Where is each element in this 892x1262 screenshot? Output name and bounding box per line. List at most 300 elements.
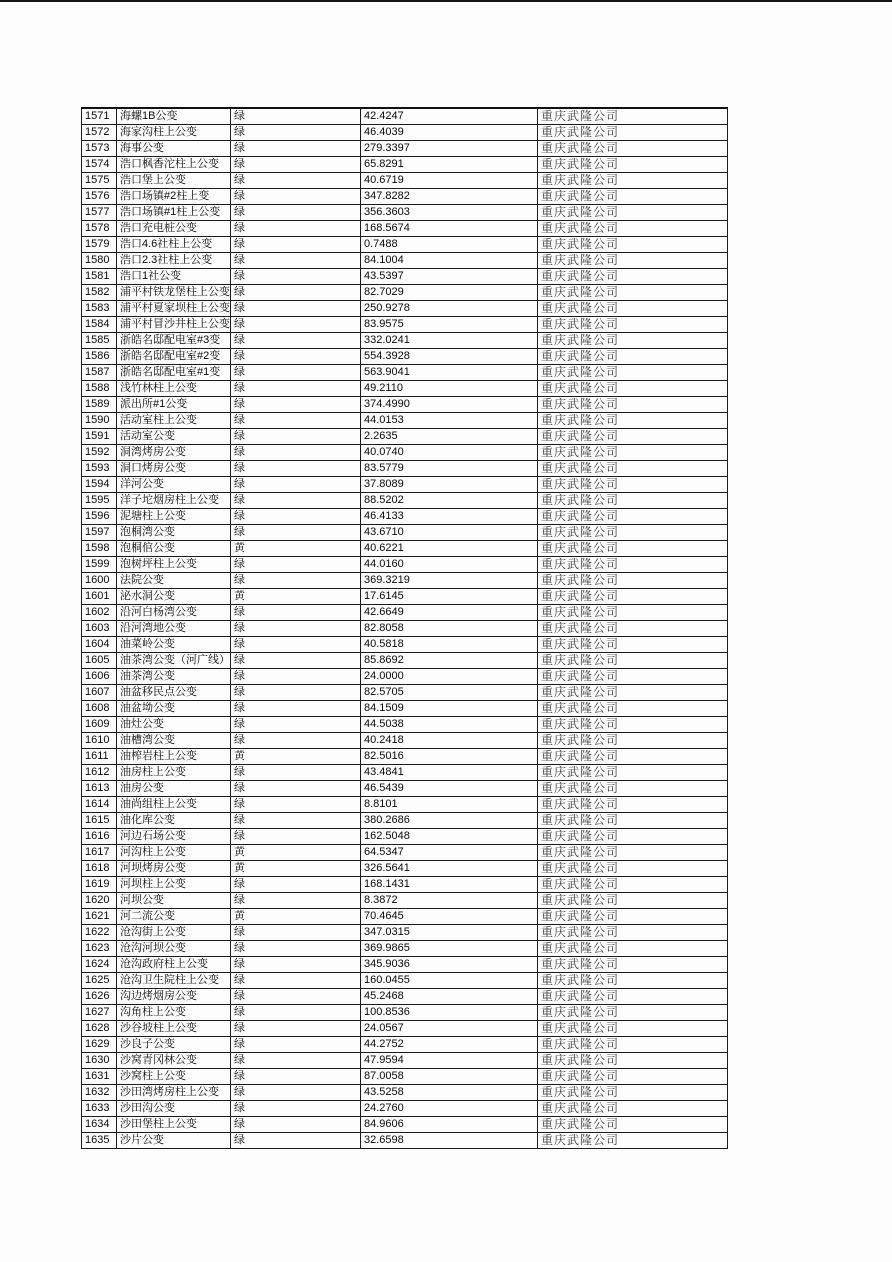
status-cell: 绿 [231, 477, 361, 493]
row-number-cell: 1613 [82, 781, 117, 797]
table-row [82, 669, 728, 685]
status-cell: 绿 [231, 989, 361, 1005]
status-cell: 绿 [231, 253, 361, 269]
company-cell: 重庆武隆公司 [538, 637, 728, 653]
name-cell: 河边石场公变 [117, 829, 231, 845]
company-cell: 重庆武隆公司 [538, 397, 728, 413]
value-cell: 40.0740 [361, 445, 538, 461]
status-cell: 绿 [231, 957, 361, 973]
value-cell: 554.3928 [361, 349, 538, 365]
value-cell: 88.5202 [361, 493, 538, 509]
name-cell: 活动室公变 [117, 429, 231, 445]
value-cell: 380.2686 [361, 813, 538, 829]
company-cell: 重庆武隆公司 [538, 381, 728, 397]
table-row [82, 1021, 728, 1037]
row-number-cell: 1573 [82, 141, 117, 157]
status-cell: 绿 [231, 941, 361, 957]
company-cell: 重庆武隆公司 [538, 317, 728, 333]
name-cell: 海螺1B公变 [117, 108, 231, 125]
row-number-cell: 1590 [82, 413, 117, 429]
status-cell: 绿 [231, 717, 361, 733]
value-cell: 44.0153 [361, 413, 538, 429]
name-cell: 河二流公变 [117, 909, 231, 925]
row-number-cell: 1592 [82, 445, 117, 461]
name-cell: 浙皓名邸配电室#3变 [117, 333, 231, 349]
name-cell: 沙田湾烤房柱上公变 [117, 1085, 231, 1101]
value-cell: 326.5641 [361, 861, 538, 877]
row-number-cell: 1600 [82, 573, 117, 589]
value-cell: 8.8101 [361, 797, 538, 813]
table-row [82, 797, 728, 813]
value-cell: 84.1004 [361, 253, 538, 269]
status-cell: 绿 [231, 893, 361, 909]
company-cell: 重庆武隆公司 [538, 765, 728, 781]
table-row [82, 108, 728, 125]
company-cell: 重庆武隆公司 [538, 301, 728, 317]
name-cell: 沟边烤烟房公变 [117, 989, 231, 1005]
company-cell: 重庆武隆公司 [538, 108, 728, 125]
row-number-cell: 1615 [82, 813, 117, 829]
company-cell: 重庆武隆公司 [538, 653, 728, 669]
value-cell: 347.0315 [361, 925, 538, 941]
name-cell: 浩口充电桩公变 [117, 221, 231, 237]
status-cell: 绿 [231, 1133, 361, 1149]
name-cell: 沟角柱上公变 [117, 1005, 231, 1021]
value-cell: 44.5038 [361, 717, 538, 733]
value-cell: 250.9278 [361, 301, 538, 317]
table-row [82, 557, 728, 573]
name-cell: 浩口堡上公变 [117, 173, 231, 189]
row-number-cell: 1577 [82, 205, 117, 221]
status-cell: 绿 [231, 1117, 361, 1133]
table-row [82, 429, 728, 445]
row-number-cell: 1601 [82, 589, 117, 605]
status-cell: 绿 [231, 125, 361, 141]
company-cell: 重庆武隆公司 [538, 1069, 728, 1085]
table-row [82, 301, 728, 317]
value-cell: 82.5705 [361, 685, 538, 701]
name-cell: 浦平村铁龙堡柱上公变 [117, 285, 231, 301]
transformer-table-body [82, 108, 728, 1149]
status-cell: 绿 [231, 797, 361, 813]
name-cell: 沙窝柱上公变 [117, 1069, 231, 1085]
value-cell: 65.8291 [361, 157, 538, 173]
row-number-cell: 1584 [82, 317, 117, 333]
name-cell: 沙良子公变 [117, 1037, 231, 1053]
table-row [82, 941, 728, 957]
value-cell: 42.6649 [361, 605, 538, 621]
row-number-cell: 1606 [82, 669, 117, 685]
company-cell: 重庆武隆公司 [538, 925, 728, 941]
name-cell: 泥塘柱上公变 [117, 509, 231, 525]
row-number-cell: 1609 [82, 717, 117, 733]
value-cell: 40.5818 [361, 637, 538, 653]
name-cell: 泡桐倌公变 [117, 541, 231, 557]
table-row [82, 973, 728, 989]
row-number-cell: 1611 [82, 749, 117, 765]
row-number-cell: 1625 [82, 973, 117, 989]
name-cell: 浙皓名邸配电室#1变 [117, 365, 231, 381]
status-cell: 绿 [231, 333, 361, 349]
status-cell: 绿 [231, 365, 361, 381]
value-cell: 44.0160 [361, 557, 538, 573]
row-number-cell: 1582 [82, 285, 117, 301]
row-number-cell: 1626 [82, 989, 117, 1005]
status-cell: 绿 [231, 1021, 361, 1037]
status-cell: 绿 [231, 733, 361, 749]
value-cell: 17.6145 [361, 589, 538, 605]
status-cell: 绿 [231, 813, 361, 829]
table-row [82, 269, 728, 285]
status-cell: 绿 [231, 653, 361, 669]
company-cell: 重庆武隆公司 [538, 509, 728, 525]
status-cell: 绿 [231, 701, 361, 717]
table-row [82, 237, 728, 253]
name-cell: 洞口烤房公变 [117, 461, 231, 477]
name-cell: 油菜岭公变 [117, 637, 231, 653]
row-number-cell: 1619 [82, 877, 117, 893]
value-cell: 2.2635 [361, 429, 538, 445]
status-cell: 绿 [231, 1053, 361, 1069]
company-cell: 重庆武隆公司 [538, 1021, 728, 1037]
table-row [82, 701, 728, 717]
status-cell: 绿 [231, 221, 361, 237]
name-cell: 法院公变 [117, 573, 231, 589]
status-cell: 绿 [231, 397, 361, 413]
status-cell: 绿 [231, 301, 361, 317]
value-cell: 24.0000 [361, 669, 538, 685]
row-number-cell: 1593 [82, 461, 117, 477]
value-cell: 40.6221 [361, 541, 538, 557]
company-cell: 重庆武隆公司 [538, 125, 728, 141]
row-number-cell: 1621 [82, 909, 117, 925]
company-cell: 重庆武隆公司 [538, 1117, 728, 1133]
table-row [82, 637, 728, 653]
status-cell: 绿 [231, 509, 361, 525]
row-number-cell: 1587 [82, 365, 117, 381]
name-cell: 洋子坨烟房柱上公变 [117, 493, 231, 509]
value-cell: 45.2468 [361, 989, 538, 1005]
status-cell: 黄 [231, 749, 361, 765]
name-cell: 油槽湾公变 [117, 733, 231, 749]
name-cell: 河坝柱上公变 [117, 877, 231, 893]
table-row [82, 445, 728, 461]
company-cell: 重庆武隆公司 [538, 573, 728, 589]
row-number-cell: 1603 [82, 621, 117, 637]
status-cell: 绿 [231, 1085, 361, 1101]
table-row [82, 1069, 728, 1085]
name-cell: 油尚组柱上公变 [117, 797, 231, 813]
value-cell: 43.5397 [361, 269, 538, 285]
name-cell: 浙皓名邸配电室#2变 [117, 349, 231, 365]
name-cell: 浩口4.6社柱上公变 [117, 237, 231, 253]
table-row [82, 461, 728, 477]
name-cell: 河坝烤房公变 [117, 861, 231, 877]
company-cell: 重庆武隆公司 [538, 717, 728, 733]
company-cell: 重庆武隆公司 [538, 141, 728, 157]
row-number-cell: 1617 [82, 845, 117, 861]
name-cell: 洋河公变 [117, 477, 231, 493]
row-number-cell: 1579 [82, 237, 117, 253]
table-row [82, 173, 728, 189]
company-cell: 重庆武隆公司 [538, 1133, 728, 1149]
status-cell: 绿 [231, 205, 361, 221]
name-cell: 浩口场镇#2柱上变 [117, 189, 231, 205]
company-cell: 重庆武隆公司 [538, 781, 728, 797]
name-cell: 油茶湾公变（河广线） [117, 653, 231, 669]
value-cell: 87.0058 [361, 1069, 538, 1085]
row-number-cell: 1632 [82, 1085, 117, 1101]
value-cell: 85.8692 [361, 653, 538, 669]
table-row [82, 253, 728, 269]
status-cell: 绿 [231, 157, 361, 173]
row-number-cell: 1594 [82, 477, 117, 493]
company-cell: 重庆武隆公司 [538, 861, 728, 877]
value-cell: 40.2418 [361, 733, 538, 749]
table-row [82, 605, 728, 621]
value-cell: 0.7488 [361, 237, 538, 253]
company-cell: 重庆武隆公司 [538, 541, 728, 557]
row-number-cell: 1597 [82, 525, 117, 541]
table-row [82, 893, 728, 909]
status-cell: 绿 [231, 461, 361, 477]
name-cell: 海家沟柱上公变 [117, 125, 231, 141]
value-cell: 168.1431 [361, 877, 538, 893]
name-cell: 沙田沟公变 [117, 1101, 231, 1117]
row-number-cell: 1607 [82, 685, 117, 701]
row-number-cell: 1630 [82, 1053, 117, 1069]
company-cell: 重庆武隆公司 [538, 269, 728, 285]
status-cell: 绿 [231, 237, 361, 253]
table-row [82, 1085, 728, 1101]
row-number-cell: 1572 [82, 125, 117, 141]
name-cell: 沿河白杨湾公变 [117, 605, 231, 621]
value-cell: 345.9036 [361, 957, 538, 973]
name-cell: 沙谷坡柱上公变 [117, 1021, 231, 1037]
company-cell: 重庆武隆公司 [538, 1053, 728, 1069]
table-row [82, 957, 728, 973]
company-cell: 重庆武隆公司 [538, 989, 728, 1005]
company-cell: 重庆武隆公司 [538, 189, 728, 205]
name-cell: 泌水洞公变 [117, 589, 231, 605]
row-number-cell: 1602 [82, 605, 117, 621]
name-cell: 河坝公变 [117, 893, 231, 909]
company-cell: 重庆武隆公司 [538, 157, 728, 173]
name-cell: 泡桐湾公变 [117, 525, 231, 541]
name-cell: 油茶湾公变 [117, 669, 231, 685]
table-row [82, 909, 728, 925]
table-row [82, 541, 728, 557]
status-cell: 绿 [231, 877, 361, 893]
value-cell: 37.8089 [361, 477, 538, 493]
company-cell: 重庆武隆公司 [538, 477, 728, 493]
name-cell: 浩口场镇#1柱上公变 [117, 205, 231, 221]
status-cell: 绿 [231, 557, 361, 573]
company-cell: 重庆武隆公司 [538, 685, 728, 701]
row-number-cell: 1616 [82, 829, 117, 845]
table-row [82, 205, 728, 221]
value-cell: 332.0241 [361, 333, 538, 349]
table-row [82, 381, 728, 397]
row-number-cell: 1576 [82, 189, 117, 205]
status-cell: 绿 [231, 269, 361, 285]
table-row [82, 509, 728, 525]
table-row [82, 525, 728, 541]
row-number-cell: 1578 [82, 221, 117, 237]
table-row [82, 653, 728, 669]
name-cell: 浅竹林柱上公变 [117, 381, 231, 397]
name-cell: 油榨岩柱上公变 [117, 749, 231, 765]
company-cell: 重庆武隆公司 [538, 589, 728, 605]
company-cell: 重庆武隆公司 [538, 1005, 728, 1021]
table-row [82, 813, 728, 829]
row-number-cell: 1598 [82, 541, 117, 557]
name-cell: 活动室柱上公变 [117, 413, 231, 429]
company-cell: 重庆武隆公司 [538, 429, 728, 445]
company-cell: 重庆武隆公司 [538, 621, 728, 637]
company-cell: 重庆武隆公司 [538, 605, 728, 621]
company-cell: 重庆武隆公司 [538, 669, 728, 685]
status-cell: 绿 [231, 493, 361, 509]
status-cell: 绿 [231, 637, 361, 653]
status-cell: 绿 [231, 1101, 361, 1117]
value-cell: 43.5258 [361, 1085, 538, 1101]
company-cell: 重庆武隆公司 [538, 909, 728, 925]
table-row [82, 365, 728, 381]
name-cell: 油灶公变 [117, 717, 231, 733]
row-number-cell: 1585 [82, 333, 117, 349]
status-cell: 绿 [231, 413, 361, 429]
table-row [82, 749, 728, 765]
value-cell: 24.2760 [361, 1101, 538, 1117]
table-row [82, 317, 728, 333]
company-cell: 重庆武隆公司 [538, 957, 728, 973]
status-cell: 绿 [231, 669, 361, 685]
name-cell: 油房公变 [117, 781, 231, 797]
table-row [82, 1037, 728, 1053]
value-cell: 168.5674 [361, 221, 538, 237]
row-number-cell: 1610 [82, 733, 117, 749]
value-cell: 49.2110 [361, 381, 538, 397]
table-row [82, 477, 728, 493]
row-number-cell: 1591 [82, 429, 117, 445]
name-cell: 沧沟卫生院柱上公变 [117, 973, 231, 989]
company-cell: 重庆武隆公司 [538, 365, 728, 381]
company-cell: 重庆武隆公司 [538, 845, 728, 861]
status-cell: 绿 [231, 317, 361, 333]
table-row [82, 1133, 728, 1149]
table-row [82, 717, 728, 733]
table-row [82, 333, 728, 349]
value-cell: 84.1509 [361, 701, 538, 717]
value-cell: 369.3219 [361, 573, 538, 589]
company-cell: 重庆武隆公司 [538, 557, 728, 573]
row-number-cell: 1614 [82, 797, 117, 813]
table-row [82, 685, 728, 701]
company-cell: 重庆武隆公司 [538, 941, 728, 957]
status-cell: 黄 [231, 541, 361, 557]
company-cell: 重庆武隆公司 [538, 973, 728, 989]
status-cell: 绿 [231, 445, 361, 461]
company-cell: 重庆武隆公司 [538, 525, 728, 541]
row-number-cell: 1571 [82, 108, 117, 125]
status-cell: 黄 [231, 589, 361, 605]
company-cell: 重庆武隆公司 [538, 1101, 728, 1117]
status-cell: 黄 [231, 845, 361, 861]
name-cell: 浦平村夏家坝柱上公变 [117, 301, 231, 317]
name-cell: 沧沟政府柱上公变 [117, 957, 231, 973]
value-cell: 160.0455 [361, 973, 538, 989]
name-cell: 浩口枫香沱柱上公变 [117, 157, 231, 173]
name-cell: 油化库公变 [117, 813, 231, 829]
name-cell: 洞湾烤房公变 [117, 445, 231, 461]
value-cell: 162.5048 [361, 829, 538, 845]
value-cell: 43.4841 [361, 765, 538, 781]
name-cell: 沙片公变 [117, 1133, 231, 1149]
table-row [82, 413, 728, 429]
company-cell: 重庆武隆公司 [538, 413, 728, 429]
status-cell: 绿 [231, 829, 361, 845]
company-cell: 重庆武隆公司 [538, 749, 728, 765]
row-number-cell: 1635 [82, 1133, 117, 1149]
row-number-cell: 1599 [82, 557, 117, 573]
value-cell: 43.6710 [361, 525, 538, 541]
row-number-cell: 1618 [82, 861, 117, 877]
company-cell: 重庆武隆公司 [538, 877, 728, 893]
table-row [82, 861, 728, 877]
status-cell: 绿 [231, 685, 361, 701]
row-number-cell: 1604 [82, 637, 117, 653]
status-cell: 绿 [231, 1005, 361, 1021]
status-cell: 绿 [231, 141, 361, 157]
company-cell: 重庆武隆公司 [538, 1085, 728, 1101]
company-cell: 重庆武隆公司 [538, 701, 728, 717]
row-number-cell: 1634 [82, 1117, 117, 1133]
name-cell: 沿河湾地公变 [117, 621, 231, 637]
name-cell: 油房柱上公变 [117, 765, 231, 781]
table-row [82, 285, 728, 301]
row-number-cell: 1622 [82, 925, 117, 941]
row-number-cell: 1586 [82, 349, 117, 365]
status-cell: 绿 [231, 108, 361, 125]
table-row [82, 189, 728, 205]
table-row [82, 221, 728, 237]
value-cell: 356.3603 [361, 205, 538, 221]
row-number-cell: 1627 [82, 1005, 117, 1021]
transformer-table [81, 107, 728, 1149]
value-cell: 70.4645 [361, 909, 538, 925]
row-number-cell: 1583 [82, 301, 117, 317]
value-cell: 42.4247 [361, 108, 538, 125]
status-cell: 绿 [231, 1037, 361, 1053]
status-cell: 黄 [231, 861, 361, 877]
row-number-cell: 1608 [82, 701, 117, 717]
table-row [82, 877, 728, 893]
value-cell: 40.6719 [361, 173, 538, 189]
name-cell: 浩口2.3社柱上公变 [117, 253, 231, 269]
row-number-cell: 1631 [82, 1069, 117, 1085]
table-row [82, 829, 728, 845]
value-cell: 82.8058 [361, 621, 538, 637]
company-cell: 重庆武隆公司 [538, 829, 728, 845]
status-cell: 绿 [231, 781, 361, 797]
status-cell: 绿 [231, 173, 361, 189]
company-cell: 重庆武隆公司 [538, 221, 728, 237]
name-cell: 派出所#1公变 [117, 397, 231, 413]
company-cell: 重庆武隆公司 [538, 333, 728, 349]
table-row [82, 589, 728, 605]
name-cell: 沙田堡柱上公变 [117, 1117, 231, 1133]
